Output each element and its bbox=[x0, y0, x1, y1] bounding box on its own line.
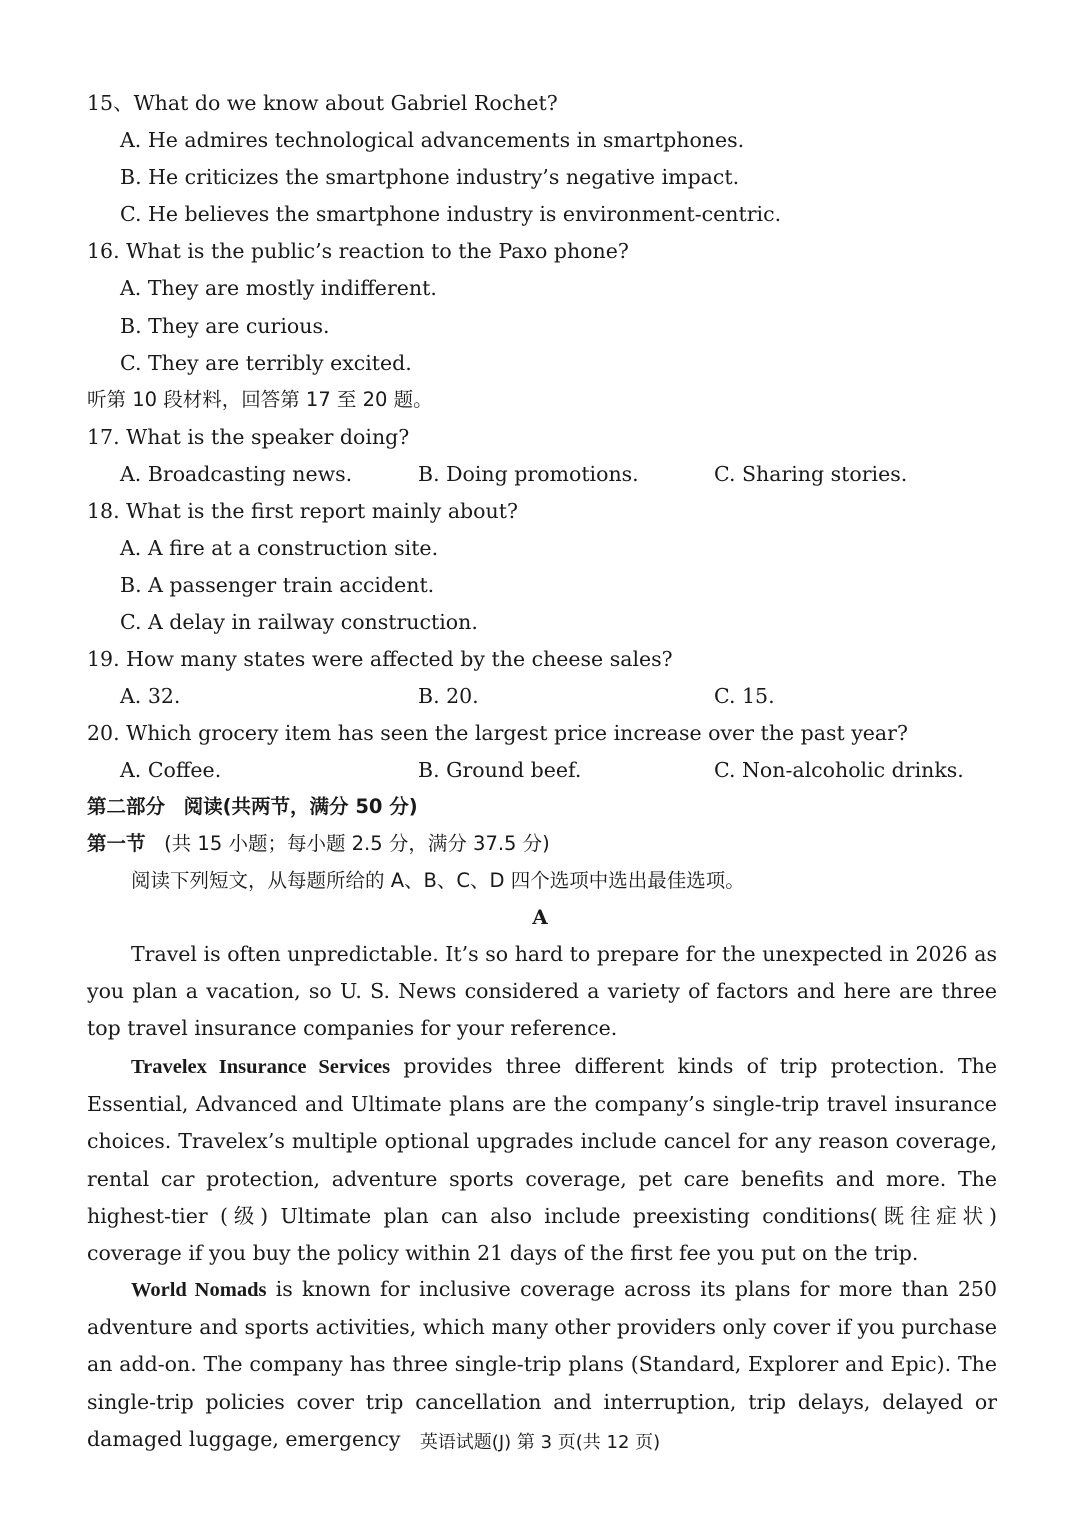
q16-option-c: C. They are terribly excited. bbox=[120, 351, 412, 375]
question-15: 15、What do we know about Gabriel Rochet? bbox=[87, 91, 558, 115]
passage-label: A bbox=[532, 905, 548, 929]
paragraph-2-text: provides three different kinds of trip protection. The Essential, Advanced and Ultimate plans are the company’s single-trip travel insurance choices. Travelex’s multiple optional upgrades include cancel for any reason coverage, rental car protection, adventure sports coverage, pet care benefits and more. The highest-tier (级) Ultimate plan can also include preexisting conditions(既往症状) coverage if you buy the policy within 21 days of the first fee you put on the trip. bbox=[87, 1054, 997, 1266]
q16-option-a: A. They are mostly indifferent. bbox=[120, 276, 437, 300]
q20-option-c: C. Non-alcoholic drinks. bbox=[714, 758, 964, 782]
part-two-heading bbox=[87, 793, 418, 821]
question-16: 16. What is the public’s reaction to the Paxo phone? bbox=[87, 239, 629, 263]
company-name-travelex: Travelex Insurance Services bbox=[131, 1056, 391, 1078]
question-18: 18. What is the first report mainly about? bbox=[87, 499, 518, 523]
q15-option-c: C. He believes the smartphone industry is environment-centric. bbox=[120, 202, 782, 226]
q20-option-b: B. Ground beef. bbox=[418, 758, 582, 782]
question-17: 17. What is the speaker doing? bbox=[87, 425, 410, 449]
passage-paragraph-1 bbox=[87, 936, 997, 1048]
part-two-desc: 阅读(共两节，满分 50 分) bbox=[183, 795, 418, 818]
q18-option-b: B. A passenger train accident. bbox=[120, 573, 435, 597]
section-one-heading bbox=[87, 830, 550, 858]
q17-option-b: B. Doing promotions. bbox=[418, 462, 639, 486]
q19-option-b: B. 20. bbox=[418, 684, 479, 708]
listening-instruction: 听第 10 段材料，回答第 17 至 20 题。 bbox=[87, 388, 433, 411]
section-one-label: 第一节 bbox=[87, 832, 146, 855]
paragraph-3-text: is known for inclusive coverage across its plans for more than 250 adventure and sports activities, which many other providers only cover if you purchase an add-on. The company has three single-trip plans (Standard, Explorer and Epic). The single-trip policies cover trip cancellation and interruption, trip delays, delayed or damaged luggage, emergency bbox=[87, 1277, 997, 1451]
question-20: 20. Which grocery item has seen the largest price increase over the past year? bbox=[87, 721, 908, 745]
q19-option-a: A. 32. bbox=[120, 684, 181, 708]
q17-option-c: C. Sharing stories. bbox=[714, 462, 908, 486]
q19-option-c: C. 15. bbox=[714, 684, 775, 708]
passage-paragraph-2 bbox=[87, 1048, 997, 1272]
q20-option-a: A. Coffee. bbox=[120, 758, 222, 782]
q18-option-c: C. A delay in railway construction. bbox=[120, 610, 478, 634]
q17-option-a: A. Broadcasting news. bbox=[120, 462, 353, 486]
section-one-desc: (共 15 小题；每小题 2.5 分，满分 37.5 分) bbox=[164, 832, 550, 855]
question-19: 19. How many states were affected by the cheese sales? bbox=[87, 647, 673, 671]
q15-option-b: B. He criticizes the smartphone industry’s negative impact. bbox=[120, 165, 740, 189]
company-name-world-nomads: World Nomads bbox=[131, 1279, 267, 1301]
q15-option-a: A. He admires technological advancements in smartphones. bbox=[120, 128, 745, 152]
q18-option-a: A. A fire at a construction site. bbox=[120, 536, 439, 560]
reading-instruction: 阅读下列短文，从每题所给的 A、B、C、D 四个选项中选出最佳选项。 bbox=[131, 869, 745, 892]
q16-option-b: B. They are curious. bbox=[120, 314, 330, 338]
paragraph-1-text: Travel is often unpredictable. It’s so hard to prepare for the unexpected in 2026 as you plan a vacation, so U. S. News considered a variety of factors and here are three top travel insurance companies for your reference. bbox=[87, 942, 997, 1041]
page-footer: 英语试题(J) 第 3 页(共 12 页) bbox=[419, 1432, 661, 1453]
part-two-label: 第二部分 bbox=[87, 795, 166, 818]
